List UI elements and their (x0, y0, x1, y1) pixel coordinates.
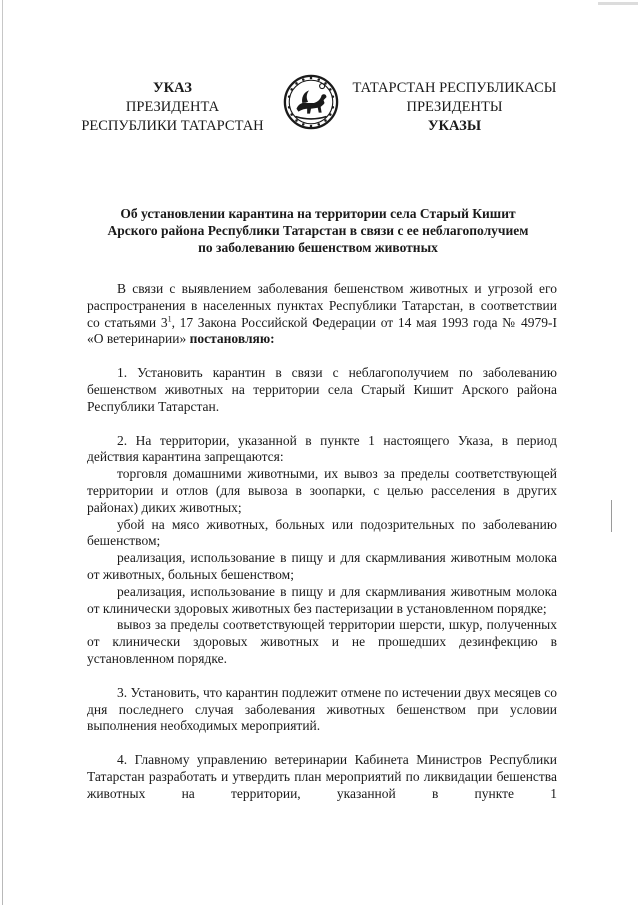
emblem-wing (302, 90, 309, 103)
preamble-superscript: 1 (167, 314, 172, 324)
item-2-list-entry: реализация, использование в пищу и для скармливания животным молока от животных, больных бешенством; (87, 550, 557, 582)
preamble-text-a: В связи с выявлением заболевания бешенством животных и угрозой его распространения в населенных пунктах Республики Татарстан, в соответствии со статьями 3 (87, 281, 557, 330)
item-4-paragraph: 4. Главному управлению ветеринарии Кабинета Министров Республики Татарстан разработать и утвердить план мероприятий по ликвидации бешенства животных на территории, указанной в пункте 1 (87, 752, 557, 801)
title-line2: Арского района Республики Татарстан в связи с ее неблагополучием (107, 223, 529, 238)
header-right-line2: ПРЕЗИДЕНТЫ (406, 99, 503, 115)
item-2-intro: 2. На территории, указанной в пункте 1 настоящего Указа, в период действия карантина запрещаются: (87, 432, 557, 465)
header-right-line1: ТАТАРСТАН РЕСПУБЛИКАСЫ (352, 80, 557, 96)
header-left-line3: РЕСПУБЛИКИ ТАТАРСТАН (81, 118, 264, 134)
header-left-block (80, 79, 265, 136)
header-left-line1: УКАЗ (153, 80, 192, 96)
scan-corner-mark (598, 2, 638, 5)
title-line3: по заболеванию бешенством животных (198, 240, 438, 255)
preamble-text-b: , 17 Закона Российской Федерации от 14 мая 1993 года № 4979-I «О ветеринарии» (87, 314, 557, 347)
item-2-list-entry: торговля домашними животными, их вывоз за пределы соответствующей территории и отлов (для вывоза в зоопарки, с целью расселения в других районах) диких животных; (87, 466, 557, 515)
preamble-paragraph (87, 281, 557, 348)
emblem-leopard (297, 94, 327, 113)
scan-edge-right (611, 500, 612, 532)
title-line1: Об установлении карантина на территории села Старый Кишит (120, 206, 516, 221)
scan-edge-left (2, 0, 3, 905)
preamble-decree-word: постановляю: (189, 331, 275, 347)
document-title (80, 205, 556, 256)
item-3-paragraph: 3. Установить, что карантин подлежит отмене по истечении двух месяцев со дня последнего случая заболевания животных бешенством при условии выполнения необходимых мероприятий. (87, 684, 557, 734)
item-2-list-entry: убой на мясо животных, больных или подозрительных по заболеванию бешенством; (87, 516, 557, 549)
item-2-list-entry: реализация, использование в пищу и для скармливания животным молока от клинически здоровых животных без пастеризации в установленном порядке; (87, 583, 557, 616)
item-1-paragraph: 1. Установить карантин в связи с неблагополучием по заболеванию бешенством животных на территории села Старый Кишит Арского района Республики Татарстан. (87, 365, 557, 414)
header-right-block (352, 79, 557, 136)
document-body (87, 281, 557, 803)
item-2-list-entry: вывоз за пределы соответствующей территории шерсти, шкур, полученных от клинически здоровых животных и не прошедших дезинфекцию в установленном порядке. (87, 617, 557, 666)
header-right-line3: УКАЗЫ (427, 118, 482, 134)
header-left-line2: ПРЕЗИДЕНТА (125, 99, 220, 115)
tatarstan-coat-of-arms-icon (282, 73, 340, 131)
